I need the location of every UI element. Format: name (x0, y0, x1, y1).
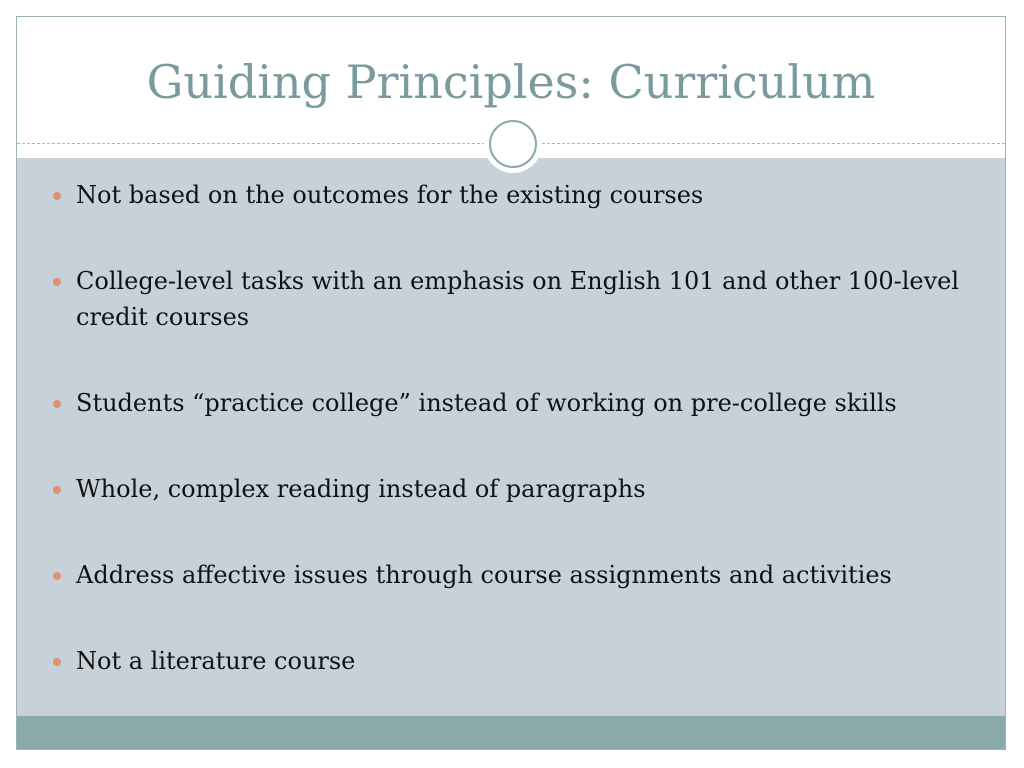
bullet-marker-icon (53, 486, 61, 494)
bullet-item (53, 557, 973, 593)
bullet-item (53, 643, 973, 679)
bullet-text: Students “practice college” instead of working on pre-college skills (76, 389, 897, 417)
bullet-marker-icon (53, 278, 61, 286)
ring-icon (489, 120, 537, 168)
footer-band (17, 716, 1005, 750)
bullet-text: Whole, complex reading instead of paragraphs (76, 475, 646, 503)
bullet-text: College-level tasks with an emphasis on English 101 and other 100-level credit courses (76, 267, 960, 331)
slide-title: Guiding Principles: Curriculum (146, 55, 876, 109)
circle-ornament-icon (484, 115, 542, 173)
bullet-item (53, 471, 973, 507)
bullet-list (53, 177, 973, 729)
bullet-marker-icon (53, 572, 61, 580)
bullet-item (53, 385, 973, 421)
bullet-marker-icon (53, 192, 61, 200)
bullet-item (53, 177, 973, 213)
bullet-text: Not a literature course (76, 647, 356, 675)
bullet-marker-icon (53, 400, 61, 408)
bullet-marker-icon (53, 658, 61, 666)
bullet-item (53, 263, 973, 335)
slide (16, 16, 1006, 750)
bullet-text: Address affective issues through course assignments and activities (76, 561, 892, 589)
bullet-text: Not based on the outcomes for the existing courses (76, 181, 704, 209)
